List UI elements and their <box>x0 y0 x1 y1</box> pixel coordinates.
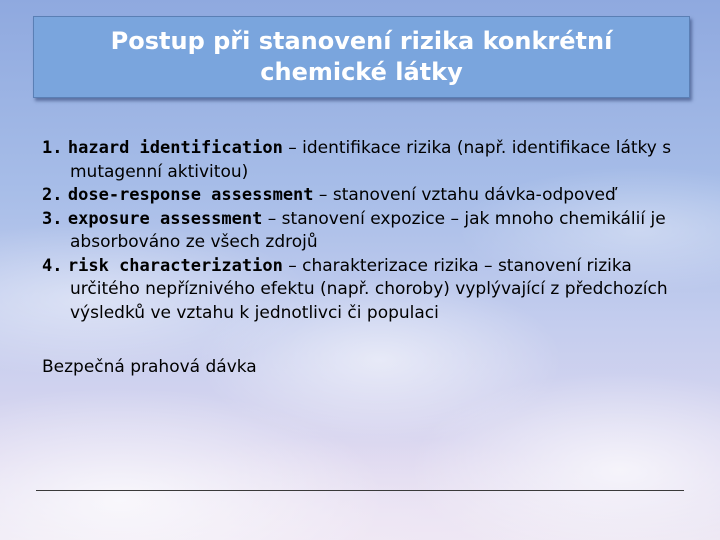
threshold-dose-text: Bezpečná prahová dávka <box>42 357 257 377</box>
divider-line <box>36 490 684 491</box>
step-description: – identifikace rizika (např. identifikace látky s mutagenní aktivitou) <box>70 138 672 182</box>
step-description: – stanovení vztahu dávka-odpoveď <box>313 185 616 205</box>
step-term: exposure assessment <box>67 208 263 229</box>
steps-list <box>42 137 682 325</box>
step-description: – charakterizace rizika – stanovení rizika určitého nepříznivého efektu (např. choroby) vyplývající z předchozích výsledků ve vztahu k jednotlivci či populaci <box>70 255 668 323</box>
step-description: – stanovení expozice – jak mnoho chemikálií je absorbováno ze všech zdrojů <box>70 208 666 252</box>
step-number: 2. <box>42 185 63 205</box>
step-term: hazard identification <box>67 138 283 158</box>
step-term: dose-response assessment <box>67 185 314 205</box>
step-number: 4. <box>42 255 63 276</box>
step-term: risk characterization <box>67 255 283 276</box>
step-number: 3. <box>42 208 63 229</box>
step-item-2 <box>42 184 682 208</box>
slide-content <box>42 137 682 397</box>
step-item-4 <box>42 255 682 326</box>
slide-title: Postup při stanovení rizika konkrétní chemické látky <box>110 27 613 86</box>
title-box <box>33 16 690 98</box>
step-number: 1. <box>42 138 63 158</box>
step-item-3 <box>42 208 682 255</box>
step-item-1 <box>42 137 682 184</box>
